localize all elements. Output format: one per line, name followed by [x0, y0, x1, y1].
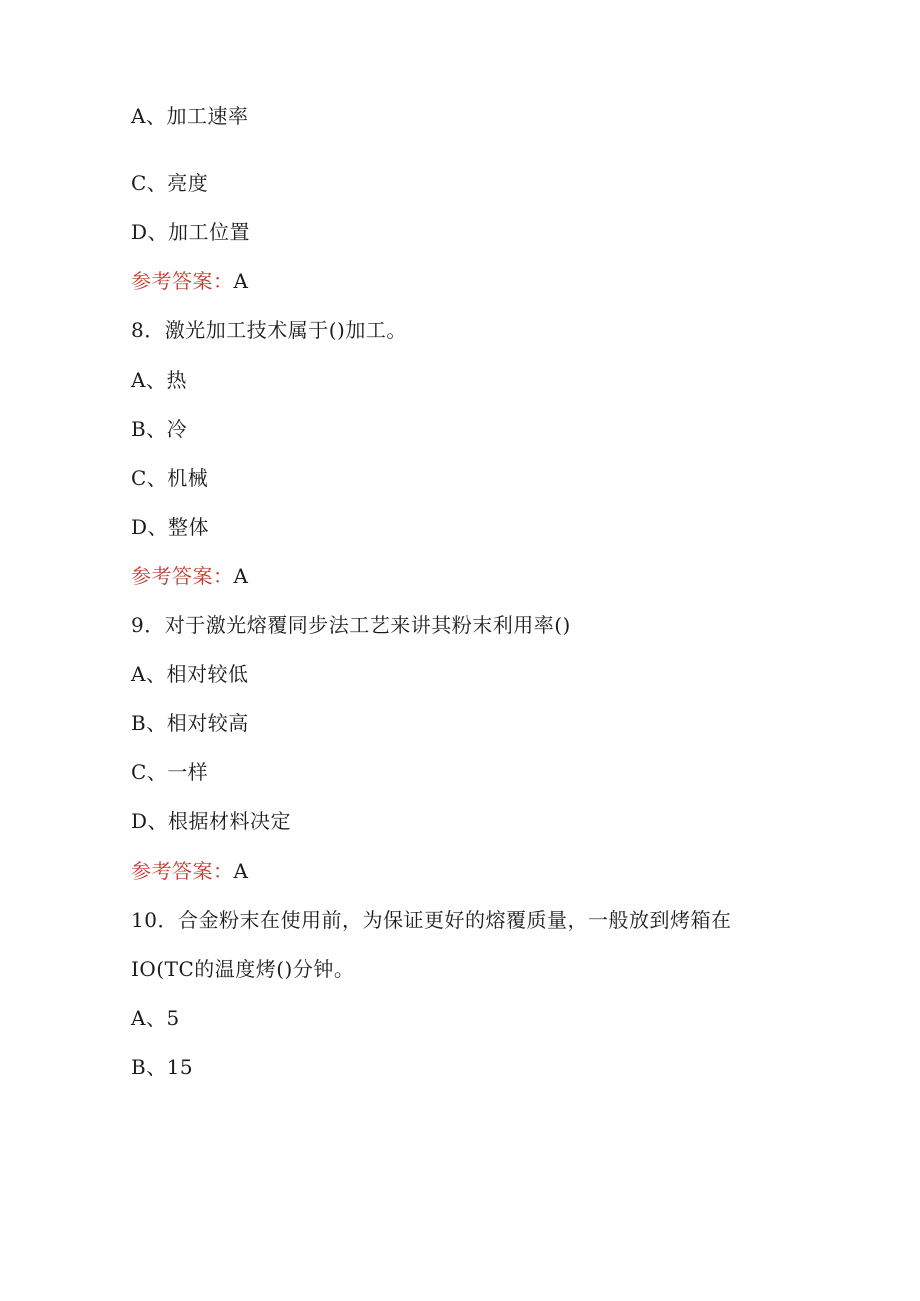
- option-a-line: A、5: [131, 1006, 180, 1030]
- option-a-line: A、加工速率: [131, 104, 249, 128]
- option-b-line: B、15: [131, 1055, 194, 1079]
- question-10-continued: IO(TC的温度烤()分钟。: [131, 957, 355, 981]
- option-d-line: D、根据材料决定: [131, 809, 292, 833]
- answer-label: 参考答案：: [131, 859, 234, 883]
- option-c-line: C、亮度: [131, 171, 209, 195]
- option-b-line: B、相对较高: [131, 711, 249, 735]
- answer-line: [131, 858, 248, 884]
- question-9: 9．对于激光熔覆同步法工艺来讲其粉末利用率(): [131, 613, 571, 637]
- answer-label: 参考答案：: [131, 269, 234, 293]
- option-c-line: C、一样: [131, 760, 209, 784]
- answer-line: [131, 563, 248, 589]
- answer-value: A: [233, 564, 249, 588]
- option-c-line: C、机械: [131, 466, 209, 490]
- option-a-line: A、热: [131, 368, 187, 392]
- option-a-line: A、相对较低: [131, 662, 249, 686]
- question-10: 10．合金粉末在使用前，为保证更好的熔覆质量，一般放到烤箱在: [131, 908, 732, 932]
- answer-value: A: [233, 269, 249, 293]
- option-b-line: B、冷: [131, 417, 188, 441]
- option-d-line: D、加工位置: [131, 220, 251, 244]
- answer-value: A: [233, 859, 249, 883]
- answer-line: [131, 268, 248, 294]
- option-d-line: D、整体: [131, 515, 210, 539]
- question-8: 8．激光加工技术属于()加工。: [131, 318, 407, 342]
- answer-label: 参考答案：: [131, 564, 234, 588]
